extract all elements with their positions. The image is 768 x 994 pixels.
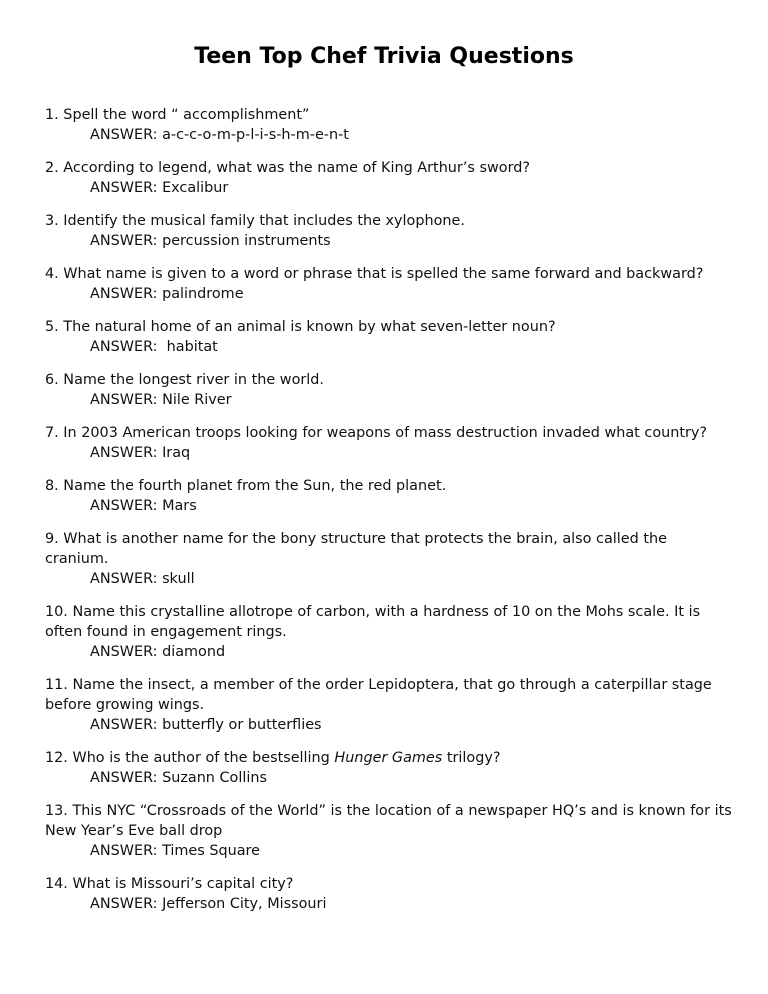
answer-line	[45, 125, 735, 145]
answer-line	[45, 569, 735, 589]
question-text: 5. The natural home of an animal is known by what seven-letter noun?	[45, 319, 556, 335]
question-item	[45, 675, 735, 735]
question-text: 4. What name is given to a word or phrase that is spelled the same forward and backward?	[45, 266, 704, 282]
answer-label: ANSWER:	[90, 233, 158, 249]
question-item	[45, 317, 735, 357]
question-text-part: 12. Who is the author of the bestselling	[45, 750, 335, 766]
question-item	[45, 874, 735, 914]
answer-label: ANSWER:	[90, 498, 158, 514]
answer-line	[45, 496, 735, 516]
question-item	[45, 158, 735, 198]
question-text: 9. What is another name for the bony structure that protects the brain, also called the cranium.	[45, 531, 667, 567]
book-title: Hunger Games	[334, 750, 443, 766]
question-item	[45, 602, 735, 662]
question-list	[45, 105, 735, 927]
question-text: 6. Name the longest river in the world.	[45, 372, 325, 388]
answer-label: ANSWER:	[90, 392, 158, 408]
question-item	[45, 423, 735, 463]
answer-text: Times Square	[162, 843, 261, 859]
question-text: 3. Identify the musical family that includes the xylophone.	[45, 213, 465, 229]
answer-line	[45, 231, 735, 251]
question-text: 13. This NYC “Crossroads of the World” is the location of a newspaper HQ’s and is known for its New Year’s Eve ball drop	[45, 803, 732, 839]
question-text: 14. What is Missouri’s capital city?	[45, 876, 294, 892]
answer-text: Iraq	[162, 445, 191, 461]
answer-label: ANSWER:	[90, 180, 158, 196]
answer-label: ANSWER:	[90, 717, 158, 733]
answer-line	[45, 841, 735, 861]
answer-text: Excalibur	[162, 180, 229, 196]
answer-text: Nile River	[162, 392, 232, 408]
answer-line	[45, 715, 735, 735]
question-item	[45, 748, 735, 788]
answer-label: ANSWER:	[90, 770, 158, 786]
answer-text: percussion instruments	[162, 233, 331, 249]
question-item	[45, 264, 735, 304]
answer-label: ANSWER:	[90, 644, 158, 660]
answer-text: Suzann Collins	[162, 770, 267, 786]
answer-line	[45, 284, 735, 304]
question-item	[45, 529, 735, 589]
answer-text: skull	[162, 571, 195, 587]
answer-text: Jefferson City, Missouri	[162, 896, 327, 912]
answer-line	[45, 178, 735, 198]
answer-text: diamond	[162, 644, 226, 660]
answer-text: butterfly or butterflies	[162, 717, 322, 733]
answer-text: Mars	[162, 498, 197, 514]
question-text: 8. Name the fourth planet from the Sun, the red planet.	[45, 478, 447, 494]
question-text-part: trilogy?	[442, 750, 501, 766]
question-text: 11. Name the insect, a member of the order Lepidoptera, that go through a caterpillar stage before growing wings.	[45, 677, 712, 713]
answer-line	[45, 768, 735, 788]
answer-line	[45, 443, 735, 463]
question-item	[45, 370, 735, 410]
answer-label: ANSWER:	[90, 445, 158, 461]
question-item	[45, 476, 735, 516]
question-text: 7. In 2003 American troops looking for weapons of mass destruction invaded what country?	[45, 425, 708, 441]
question-item	[45, 801, 735, 861]
answer-label: ANSWER:	[90, 286, 158, 302]
answer-line	[45, 642, 735, 662]
question-item	[45, 105, 735, 145]
answer-label: ANSWER:	[90, 843, 158, 859]
answer-line	[45, 390, 735, 410]
answer-text: habitat	[162, 339, 218, 355]
answer-line	[45, 337, 735, 357]
question-text: 10. Name this crystalline allotrope of carbon, with a hardness of 10 on the Mohs scale. It is often found in engagement rings.	[45, 604, 701, 640]
answer-label: ANSWER:	[90, 896, 158, 912]
answer-label: ANSWER:	[90, 127, 158, 143]
question-text	[45, 748, 735, 768]
page-title: Teen Top Chef Trivia Questions	[194, 44, 574, 69]
answer-text: a-c-c-o-m-p-l-i-s-h-m-e-n-t	[162, 127, 349, 143]
answer-line	[45, 894, 735, 914]
question-text: 1. Spell the word “ accomplishment”	[45, 107, 310, 123]
question-text: 2. According to legend, what was the name of King Arthur’s sword?	[45, 160, 531, 176]
answer-label: ANSWER:	[90, 339, 158, 355]
question-item	[45, 211, 735, 251]
answer-label: ANSWER:	[90, 571, 158, 587]
answer-text: palindrome	[162, 286, 244, 302]
